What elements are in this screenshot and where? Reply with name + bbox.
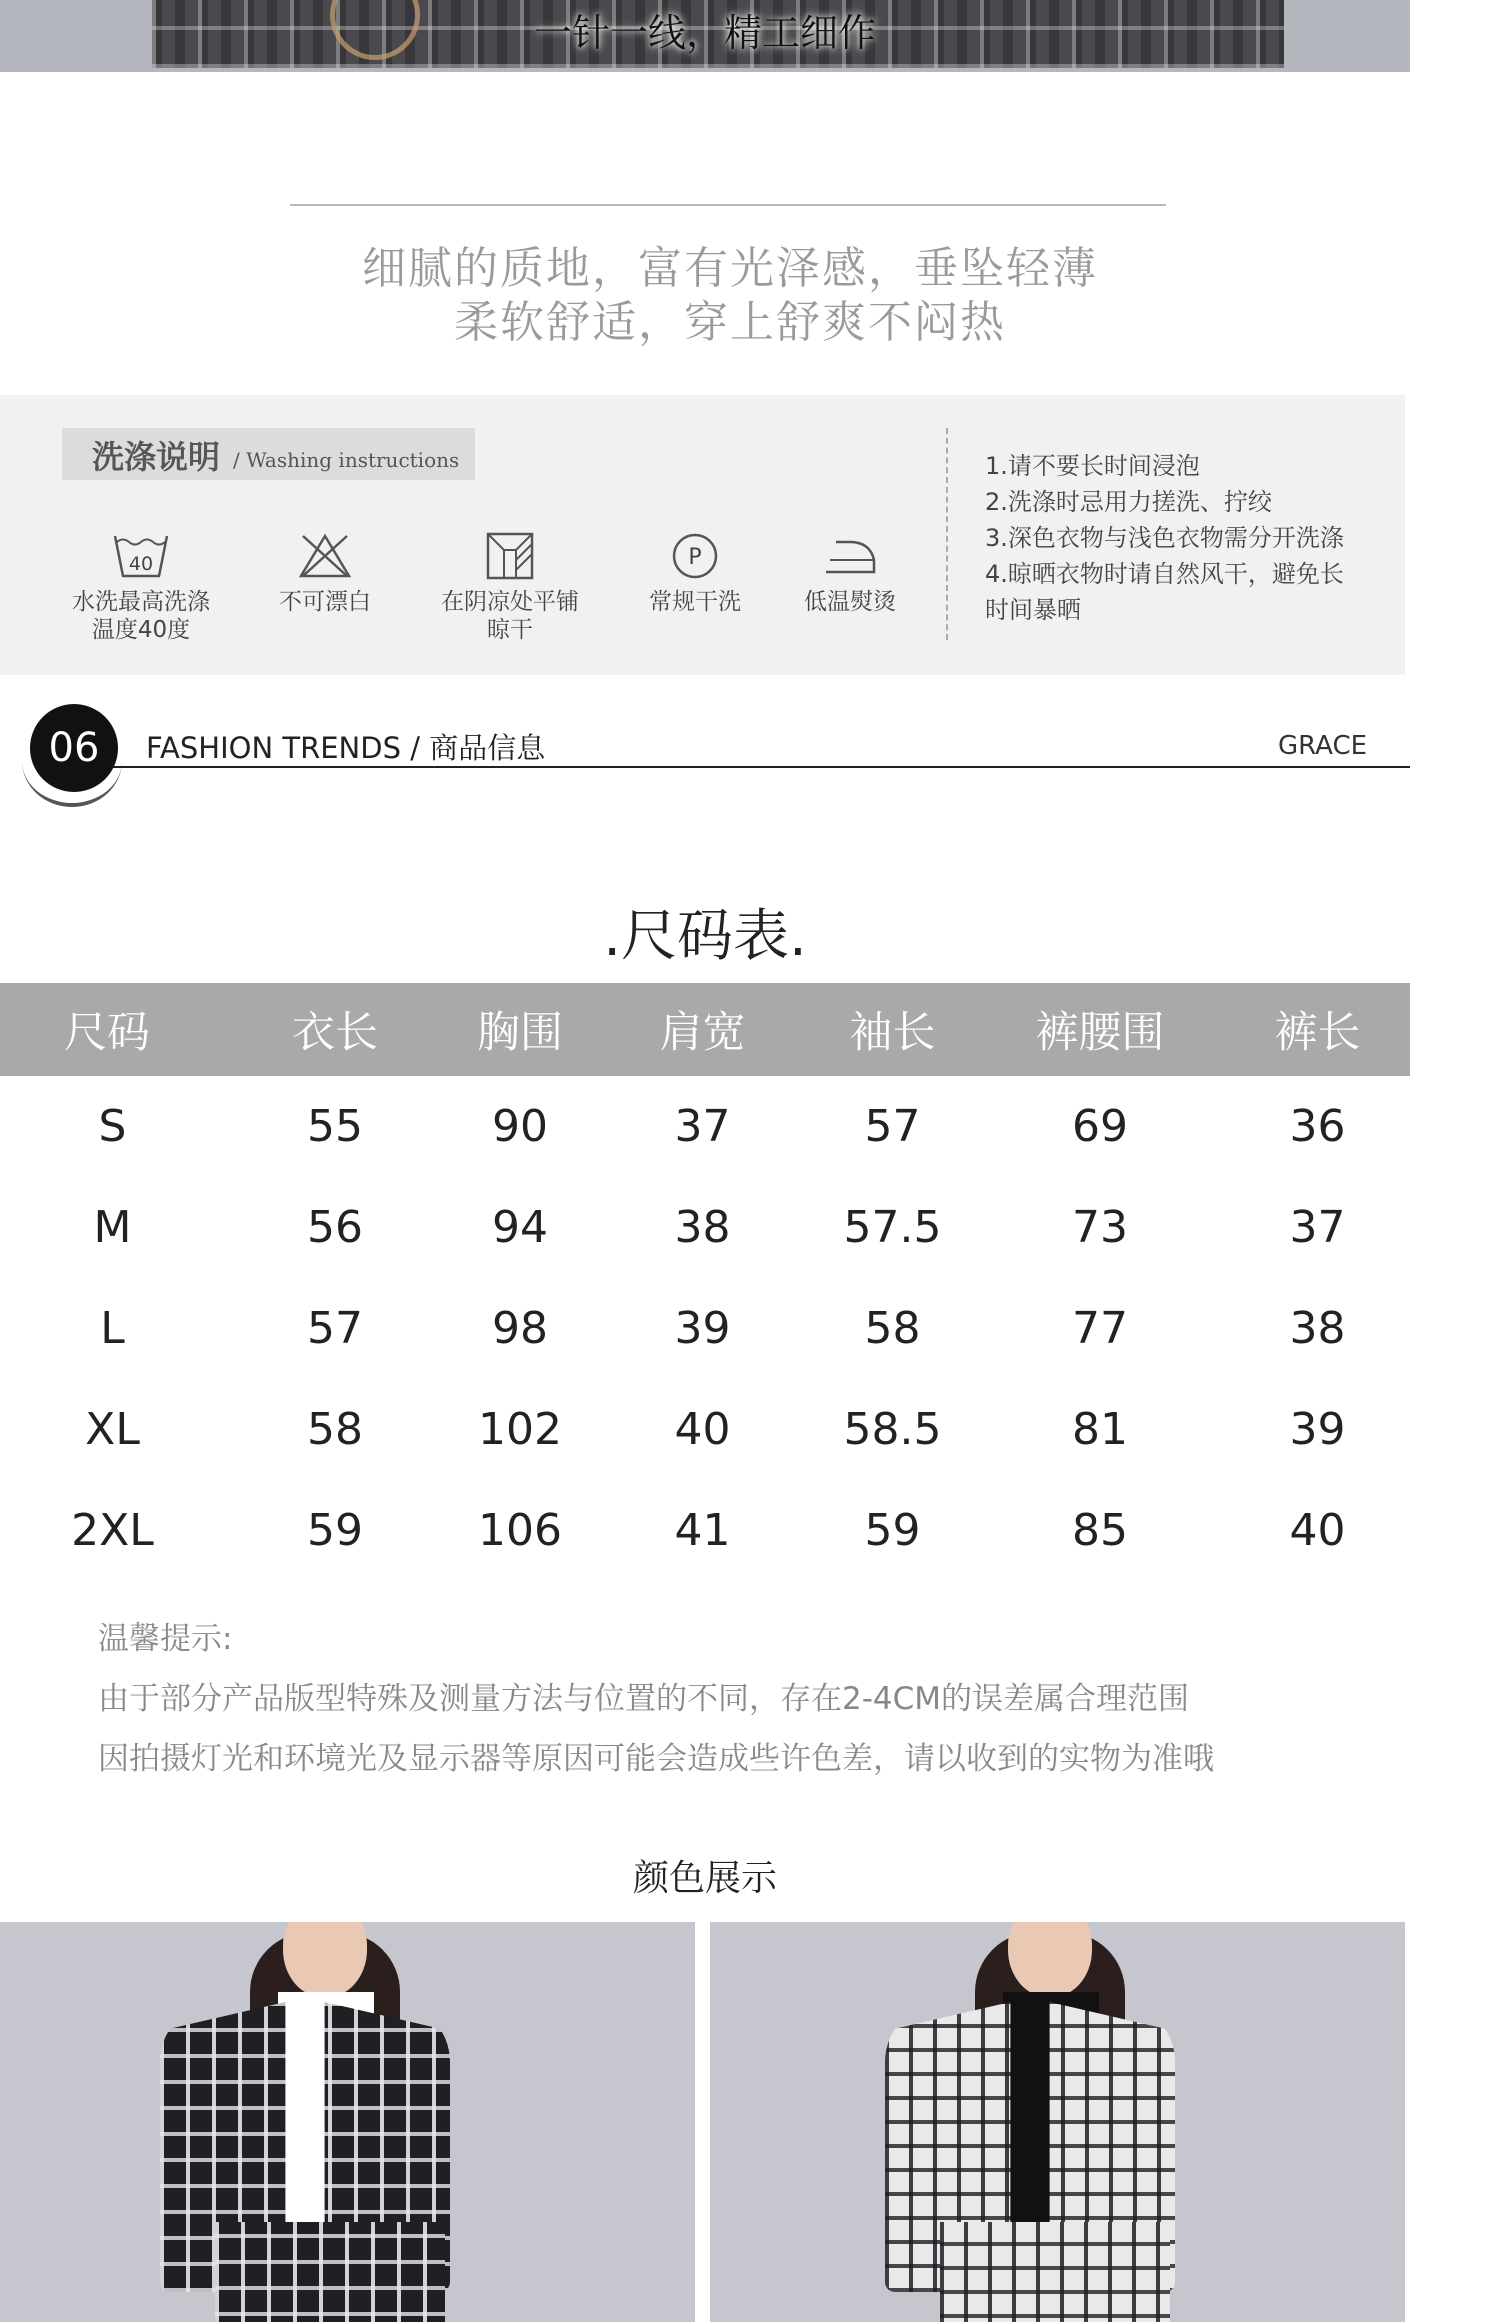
- tips-line-2: 因拍摄灯光和环境光及显示器等原因可能会造成些许色差，请以收到的实物为准哦: [98, 1741, 1214, 1777]
- table-cell: 56: [307, 1202, 363, 1253]
- table-cell: 40: [674, 1404, 731, 1455]
- table-cell: S: [98, 1101, 127, 1152]
- table-cell: 102: [478, 1404, 562, 1455]
- table-cell: 59: [864, 1505, 921, 1556]
- low-iron-label-line-1: 低温熨烫: [804, 589, 896, 615]
- washing-note-3: 3.深色衣物与浅色衣物需分开洗涤: [985, 524, 1344, 552]
- wash-label: [46, 588, 236, 644]
- wash-40-icon: [111, 530, 171, 582]
- section-number-badge: 06: [30, 704, 118, 792]
- table-cell: 106: [478, 1505, 562, 1556]
- washing-note-2: 2.洗涤时忌用力搓洗、拧绞: [985, 488, 1272, 516]
- header-length: 衣长: [225, 983, 445, 1076]
- table-cell: 36: [1289, 1101, 1346, 1152]
- brand-label: GRACE: [1278, 731, 1368, 761]
- washing-divider: [946, 428, 948, 640]
- table-cell: XL: [85, 1404, 140, 1455]
- wash-label-line-1: 水洗最高洗涤: [72, 589, 210, 615]
- table-cell: 58: [864, 1303, 921, 1354]
- size-chart-title: .尺码表.: [603, 904, 807, 969]
- size-chart-header-row: [0, 983, 1410, 1076]
- dry-clean-icon: [665, 530, 725, 582]
- dry-flat-label-line-1: 在阴凉处平铺: [441, 589, 579, 615]
- table-cell: L: [100, 1303, 125, 1354]
- header-shoulder: 肩宽: [595, 983, 810, 1076]
- tips-line-1: 由于部分产品版型特殊及测量方法与位置的不同，存在2-4CM的误差属合理范围: [98, 1681, 1190, 1717]
- table-cell: 59: [307, 1505, 363, 1556]
- dry-flat-label: [415, 588, 605, 644]
- table-cell: 2XL: [71, 1505, 154, 1556]
- table-cell: 38: [1289, 1303, 1346, 1354]
- table-cell: 73: [1072, 1202, 1128, 1253]
- skirt: [215, 2222, 445, 2322]
- low-iron-icon: [820, 530, 880, 582]
- fabric-description-line-1: 细腻的质地，富有光泽感，垂坠轻薄: [362, 243, 1098, 294]
- white-plaid-photo: [710, 1922, 1405, 2322]
- table-cell: 98: [492, 1303, 548, 1354]
- washing-note-4: 4.晾晒衣物时请自然风干，避免长: [985, 560, 1344, 588]
- table-cell: 55: [307, 1101, 363, 1152]
- table-row: [0, 1379, 1410, 1480]
- table-cell: 41: [674, 1505, 731, 1556]
- table-cell: 57: [307, 1303, 363, 1354]
- table-row: [0, 1278, 1410, 1379]
- skirt: [940, 2222, 1170, 2322]
- header-size: 尺码: [0, 983, 225, 1076]
- header-waist: 裤腰围: [975, 983, 1225, 1076]
- divider-line: [290, 204, 1166, 206]
- table-cell: 58.5: [843, 1404, 942, 1455]
- table-cell: 90: [492, 1101, 548, 1152]
- size-chart-table: [0, 983, 1410, 1581]
- table-cell: 85: [1072, 1505, 1128, 1556]
- dry-clean-badge: P: [688, 545, 702, 570]
- table-row: [0, 1177, 1410, 1278]
- table-row: [0, 1480, 1410, 1581]
- fabric-description-line-2: 柔软舒适，穿上舒爽不闷热: [454, 297, 1006, 348]
- table-cell: 57: [864, 1101, 921, 1152]
- table-cell: 39: [1289, 1404, 1346, 1455]
- black-plaid-photo: [0, 1922, 695, 2322]
- color-display-title: 颜色展示: [632, 1858, 777, 1899]
- header-sleeve: 袖长: [810, 983, 975, 1076]
- table-row: [0, 1076, 1410, 1177]
- wash-label-line-2: 温度40度: [91, 617, 191, 643]
- table-cell: 39: [674, 1303, 731, 1354]
- table-cell: 37: [674, 1101, 731, 1152]
- tips-title: 温馨提示:: [98, 1621, 233, 1657]
- low-iron-label: [755, 588, 945, 616]
- no-bleach-icon: [295, 530, 355, 582]
- dry-flat-label-line-2: 晾干: [487, 617, 533, 643]
- table-cell: 38: [674, 1202, 731, 1253]
- table-cell: 94: [492, 1202, 548, 1253]
- table-cell: 69: [1072, 1101, 1128, 1152]
- washing-note-5: 时间暴晒: [985, 596, 1081, 624]
- washing-title: 洗涤说明: [92, 438, 221, 476]
- header-pants-length: 裤长: [1225, 983, 1410, 1076]
- table-cell: 58: [307, 1404, 363, 1455]
- table-cell: 77: [1072, 1303, 1128, 1354]
- washing-title-en: / Washing instructions: [233, 448, 460, 472]
- section-title: FASHION TRENDS / 商品信息: [146, 731, 546, 765]
- table-cell: 57.5: [843, 1202, 942, 1253]
- dry-flat-shade-icon: [480, 530, 540, 582]
- table-cell: 40: [1289, 1505, 1346, 1556]
- dry-clean-label-line-1: 常规干洗: [649, 589, 741, 615]
- table-cell: 81: [1072, 1404, 1128, 1455]
- no-bleach-label-line-1: 不可漂白: [279, 589, 371, 615]
- header-bust: 胸围: [445, 983, 595, 1076]
- table-cell: M: [93, 1202, 132, 1253]
- no-bleach-label: [230, 588, 420, 616]
- banner-caption: 一针一线，精工细作: [533, 11, 876, 55]
- washing-note-1: 1.请不要长时间浸泡: [985, 452, 1200, 480]
- wash-temperature-badge: 40: [128, 553, 154, 575]
- table-cell: 37: [1289, 1202, 1346, 1253]
